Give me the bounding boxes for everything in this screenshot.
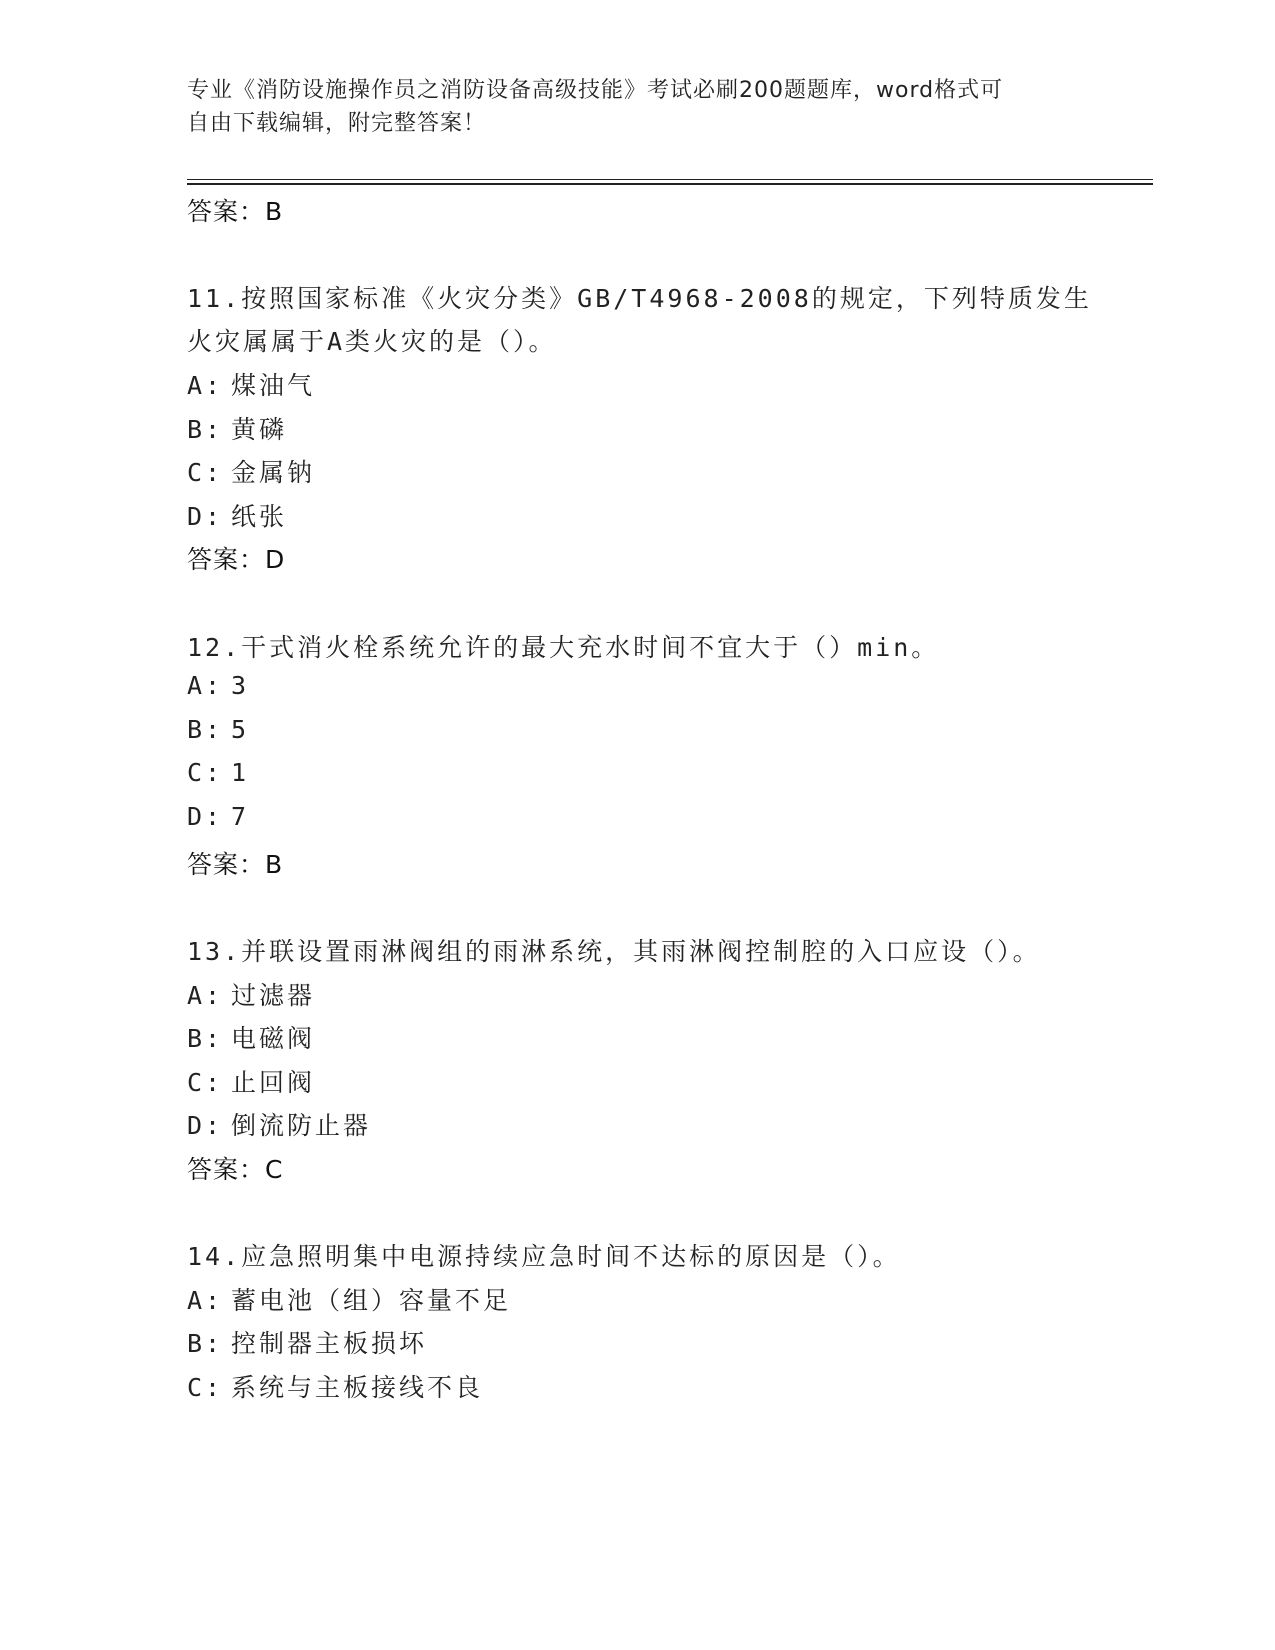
q12-option-c — [187, 758, 249, 787]
q12-answer: 答案：B — [187, 850, 284, 879]
option-label: B: — [187, 715, 224, 744]
option-label: C: — [187, 758, 224, 787]
option-text: 煤油气 — [231, 371, 316, 400]
q13-text-line-1: 13.并联设置雨淋阀组的雨淋系统，其雨淋阀控制腔的入口应设（）。 — [187, 937, 1041, 966]
option-text: 3 — [231, 671, 250, 700]
option-text: 控制器主板损坏 — [231, 1329, 428, 1358]
header-line-1: 专业《消防设施操作员之消防设备高级技能》考试必刷200题题库，word格式可 — [187, 78, 1004, 103]
option-text: 电磁阀 — [231, 1024, 316, 1053]
option-text: 系统与主板接线不良 — [231, 1373, 484, 1402]
q12-text-line-1: 12.干式消火栓系统允许的最大充水时间不宜大于（）min。 — [187, 633, 940, 662]
option-label: C: — [187, 458, 224, 487]
q13-option-a — [187, 976, 315, 1012]
option-label: B: — [187, 415, 224, 444]
q11-answer: 答案：D — [187, 545, 286, 574]
q12-option-b — [187, 715, 249, 744]
option-text: 止回阀 — [231, 1068, 316, 1097]
q13-option-d — [187, 1106, 371, 1142]
option-label: C: — [187, 1373, 224, 1402]
q13-option-c — [187, 1063, 315, 1099]
q11-option-c — [187, 453, 315, 489]
q12-option-d — [187, 802, 249, 831]
option-label: B: — [187, 1329, 224, 1358]
header-divider-thick — [187, 183, 1153, 185]
q11-text-line-2: 火灾属属于A类火灾的是（）。 — [187, 327, 557, 356]
q14-text-line-1: 14.应急照明集中电源持续应急时间不达标的原因是（）。 — [187, 1242, 901, 1271]
q11-option-a — [187, 366, 315, 402]
option-text: 过滤器 — [231, 981, 316, 1010]
q13-answer: 答案：C — [187, 1155, 284, 1184]
header-line-2: 自由下载编辑，附完整答案！ — [187, 111, 487, 136]
option-text: 纸张 — [231, 502, 288, 531]
option-text: 5 — [231, 715, 250, 744]
option-text: 7 — [231, 802, 250, 831]
q11-option-b — [187, 410, 287, 446]
q11-option-d — [187, 497, 287, 533]
q14-option-b — [187, 1324, 427, 1360]
q13-option-b — [187, 1019, 315, 1055]
option-label: A: — [187, 1286, 224, 1315]
option-text: 蓄电池（组）容量不足 — [231, 1286, 512, 1315]
option-label: A: — [187, 981, 224, 1010]
q11-text-line-1: 11.按照国家标准《火灾分类》GB/T4968-2008的规定，下列特质发生 — [187, 284, 1092, 313]
q14-option-c — [187, 1368, 483, 1404]
q14-option-a — [187, 1281, 511, 1317]
option-text: 1 — [231, 758, 250, 787]
option-label: D: — [187, 1111, 224, 1140]
option-label: D: — [187, 502, 224, 531]
option-text: 倒流防止器 — [231, 1111, 372, 1140]
option-label: C: — [187, 1068, 224, 1097]
option-label: D: — [187, 802, 224, 831]
option-label: A: — [187, 371, 224, 400]
header-divider-thin — [187, 179, 1153, 180]
option-text: 黄磷 — [231, 415, 288, 444]
option-text: 金属钠 — [231, 458, 316, 487]
document-header — [187, 74, 1067, 140]
q12-option-a — [187, 671, 249, 700]
previous-answer: 答案：B — [187, 197, 284, 226]
option-label: B: — [187, 1024, 224, 1053]
option-label: A: — [187, 671, 224, 700]
